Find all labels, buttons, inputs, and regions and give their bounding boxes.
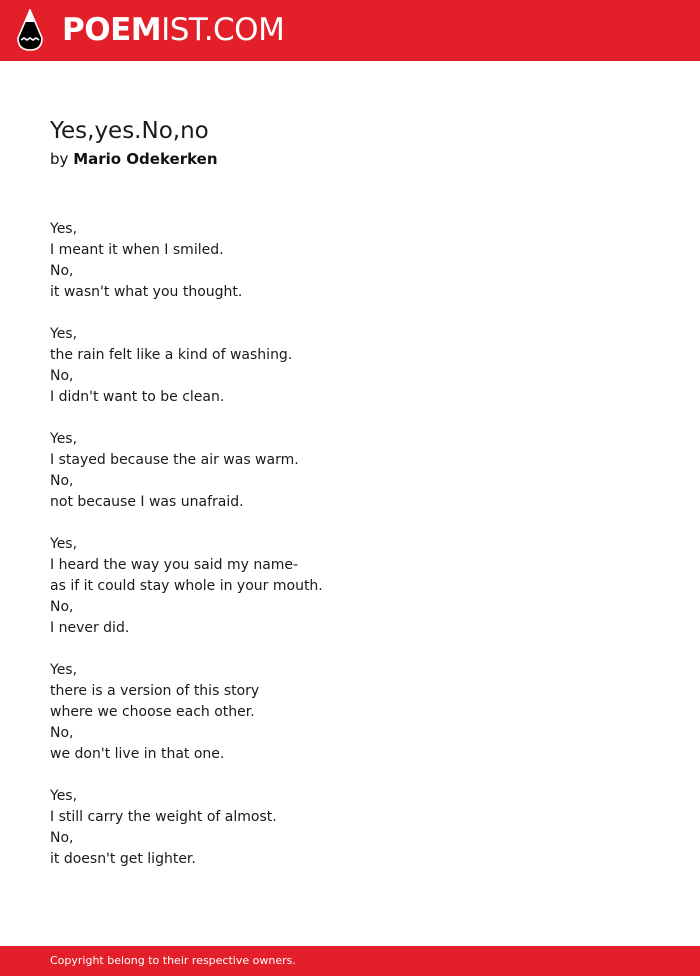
poem-line: Yes,	[50, 431, 78, 447]
poem-line: No,	[50, 599, 74, 615]
poem-line: No,	[50, 263, 74, 279]
poem-line: Yes,	[50, 326, 78, 342]
poem-line: I never did.	[50, 620, 130, 636]
poem-line: the rain felt like a kind of washing.	[50, 347, 293, 363]
poem-line: I still carry the weight of almost.	[50, 809, 277, 825]
poem-line: as if it could stay whole in your mouth.	[50, 578, 323, 594]
poem-line: No,	[50, 368, 74, 384]
poem-line: No,	[50, 830, 74, 846]
poem-line: Yes,	[50, 536, 78, 552]
poem-line: there is a version of this story	[50, 683, 260, 699]
poem-line: where we choose each other.	[50, 704, 255, 720]
brand-bold: POEM	[62, 12, 162, 48]
pencil-tip-icon[interactable]	[16, 9, 44, 52]
poem-body	[50, 219, 650, 891]
poem-line: No,	[50, 473, 74, 489]
poem-line: No,	[50, 725, 74, 741]
stanza	[50, 219, 650, 303]
header-bar	[0, 0, 700, 61]
brand-light: IST.COM	[161, 12, 285, 48]
poem-line: it doesn't get lighter.	[50, 851, 196, 867]
poem-line: Yes,	[50, 221, 78, 237]
stanza	[50, 786, 650, 870]
footer-bar	[0, 946, 700, 976]
poem-line: I didn't want to be clean.	[50, 389, 225, 405]
poem-line: not because I was unafraid.	[50, 494, 244, 510]
byline	[50, 149, 218, 169]
poem-line: I heard the way you said my name-	[50, 557, 299, 573]
poem-line: Yes,	[50, 788, 78, 804]
poem-title: Yes,yes.No,no	[50, 118, 209, 144]
stanza	[50, 324, 650, 408]
poem-line: we don't live in that one.	[50, 746, 225, 762]
copyright-text: Copyright belong to their respective owners.	[50, 954, 296, 967]
poem-line: I meant it when I smiled.	[50, 242, 224, 258]
stanza	[50, 534, 650, 639]
stanza	[50, 660, 650, 765]
site-logo[interactable]	[62, 11, 284, 49]
author-name: Mario Odekerken	[73, 150, 218, 168]
by-label: by	[50, 150, 69, 168]
poem-line: I stayed because the air was warm.	[50, 452, 299, 468]
poem-line: Yes,	[50, 662, 78, 678]
stanza	[50, 429, 650, 513]
poem-line: it wasn't what you thought.	[50, 284, 243, 300]
